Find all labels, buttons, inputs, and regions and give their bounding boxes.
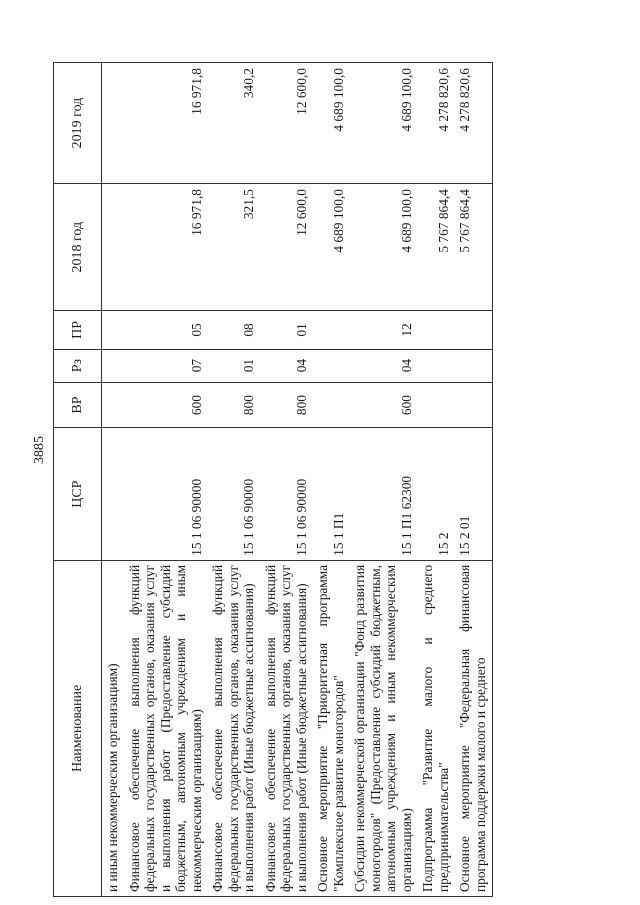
cell-vr: 600 <box>350 382 418 428</box>
cell-pr: 01 <box>261 311 314 349</box>
cell-name: Субсидии некоммерческой организации "Фонд развития моногородов" (Предоставление субсидий бюджетным, автономным учреждениям и иным некоммерческим организациям) <box>350 560 418 896</box>
cell-vr: 600 <box>125 382 209 428</box>
cell-2018: 12 600,0 <box>261 184 314 311</box>
cell-name: Финансовое обеспечение выполнения функций федеральных государственных органов, оказания услуг и выполнения работ (Иные бюджетные ассигнования) <box>261 560 314 896</box>
cell-2019 <box>102 63 125 184</box>
cell-pr <box>313 311 350 349</box>
table-row <box>208 63 261 897</box>
cell-csr: 15 1 П1 62300 <box>350 428 418 560</box>
cell-pr: 08 <box>208 311 261 349</box>
cell-csr: 15 1 06 90000 <box>125 428 209 560</box>
cell-pr <box>455 311 493 349</box>
table-row <box>313 63 350 897</box>
cell-2019: 12 600,0 <box>261 63 314 184</box>
cell-name: Подпрограмма "Развитие малого и среднего предпринимательства" <box>418 560 455 896</box>
cell-pr: 12 <box>350 311 418 349</box>
page-number: 3885 <box>32 436 47 464</box>
cell-pr <box>102 311 125 349</box>
header-pr: ПР <box>54 311 102 349</box>
header-rz: Рз <box>54 349 102 382</box>
cell-vr <box>418 382 455 428</box>
cell-csr <box>102 428 125 560</box>
cell-2018: 4 689 100,0 <box>350 184 418 311</box>
cell-vr <box>313 382 350 428</box>
cell-rz <box>418 349 455 382</box>
table-row <box>125 63 209 897</box>
cell-name: Финансовое обеспечение выполнения функций федеральных государственных органов, оказания услуг и выполнения работ (Предоставление субсидий бюджетным, автономным учреждениям и иным некоммерческим организациям) <box>125 560 209 896</box>
cell-name: Финансовое обеспечение выполнения функций федеральных государственных органов, оказания услуг и выполнения работ (Иные бюджетные ассигнования) <box>208 560 261 896</box>
table-row <box>350 63 418 897</box>
cell-rz: 07 <box>125 349 209 382</box>
cell-2019: 4 689 100,0 <box>313 63 350 184</box>
header-2018: 2018 год <box>54 184 102 311</box>
cell-name: Основное мероприятие "Федеральная финансовая программа поддержки малого и среднего <box>455 560 493 896</box>
cell-csr: 15 2 <box>418 428 455 560</box>
cell-vr: 800 <box>261 382 314 428</box>
cell-csr: 15 2 01 <box>455 428 493 560</box>
table-row <box>261 63 314 897</box>
cell-vr <box>455 382 493 428</box>
cell-pr: 05 <box>125 311 209 349</box>
cell-2019: 4 689 100,0 <box>350 63 418 184</box>
table-row <box>102 63 125 897</box>
cell-2018 <box>102 184 125 311</box>
cell-2018: 5 767 864,4 <box>455 184 493 311</box>
header-2019: 2019 год <box>54 63 102 184</box>
cell-2018: 4 689 100,0 <box>313 184 350 311</box>
cell-rz: 04 <box>350 349 418 382</box>
cell-2018: 321,5 <box>208 184 261 311</box>
cell-vr <box>102 382 125 428</box>
cell-2019: 340,2 <box>208 63 261 184</box>
table-row <box>418 63 455 897</box>
cell-rz: 01 <box>208 349 261 382</box>
rotated-page <box>53 62 611 897</box>
cell-2018: 5 767 864,4 <box>418 184 455 311</box>
cell-rz <box>102 349 125 382</box>
budget-table <box>53 62 493 897</box>
table-row <box>455 63 493 897</box>
cell-csr: 15 1 П1 <box>313 428 350 560</box>
cell-2019: 4 278 820,6 <box>418 63 455 184</box>
header-name: Наименование <box>54 560 102 896</box>
header-vr: ВР <box>54 382 102 428</box>
cell-rz: 04 <box>261 349 314 382</box>
cell-2018: 16 971,8 <box>125 184 209 311</box>
cell-rz <box>313 349 350 382</box>
cell-csr: 15 1 06 90000 <box>261 428 314 560</box>
cell-csr: 15 1 06 90000 <box>208 428 261 560</box>
cell-name: и иным некоммерческим организациям) <box>102 560 125 896</box>
cell-rz <box>455 349 493 382</box>
table-header-row <box>54 63 102 897</box>
cell-name: Основное мероприятие "Приоритетная программа "Комплексное развитие моногородов" <box>313 560 350 896</box>
cell-pr <box>418 311 455 349</box>
header-csr: ЦСР <box>54 428 102 560</box>
cell-vr: 800 <box>208 382 261 428</box>
cell-2019: 16 971,8 <box>125 63 209 184</box>
cell-2019: 4 278 820,6 <box>455 63 493 184</box>
